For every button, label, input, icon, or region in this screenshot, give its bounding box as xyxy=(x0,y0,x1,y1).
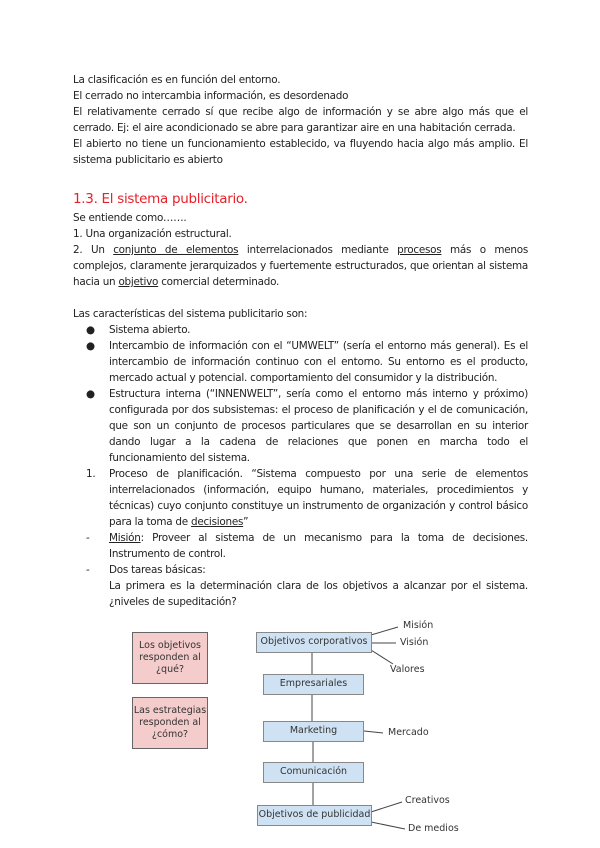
underlined-text: procesos xyxy=(397,244,442,256)
text: : Proveer al sistema de un mecanismo para la toma de decisiones. Instrumento de control. xyxy=(109,532,528,560)
diagram-box-communication: Comunicación xyxy=(263,762,364,783)
paragraph: La clasificación es en función del entorno. xyxy=(73,74,281,86)
paragraph: Se entiende como……. xyxy=(73,212,187,224)
diagram-label: Misión xyxy=(403,620,434,631)
paragraph xyxy=(73,242,528,290)
connector-line xyxy=(371,650,393,664)
text: Estructura interna (“INNENWELT”, sería como el entorno más interno y próximo) configurada por dos subsistemas: el proceso de planificación y el de comunicación, que son un conjunto de procesos particulares que se desarrollan en su interior dando lugar a la cadena de relaciones que ponen en marcha todo el funcionamiento del sistema. xyxy=(109,388,528,464)
list-marker: 1. xyxy=(86,468,96,480)
diagram-box-corporate: Objetivos corporativos xyxy=(256,632,372,653)
text: La primera es la determinación clara de los objetivos a alcanzar por el sistema. ¿niveles de supeditación? xyxy=(109,580,528,608)
bullet-icon: ● xyxy=(86,324,95,336)
underlined-text: conjunto de elementos xyxy=(113,244,239,256)
pink-note-box: Las estrategias responden al ¿cómo? xyxy=(132,697,208,749)
connector-line xyxy=(371,822,405,829)
diagram-label: Creativos xyxy=(405,795,450,806)
text: Intercambio de información con el “UMWELT” (sería el entorno más general). Es el intercambio de información continuo con el entorno. Su entorno es el producto, mercado actual y potencial. comportamiento del consumidor y la distribución. xyxy=(109,340,528,384)
diagram-label: Visión xyxy=(400,637,429,648)
bullet-item xyxy=(73,338,528,386)
text: interrelacionados mediante xyxy=(238,244,398,256)
bullet-item xyxy=(73,322,528,338)
text: ” xyxy=(243,516,249,528)
text: comercial determinado. xyxy=(158,276,280,288)
diagram-box-advertising: Objetivos de publicidad xyxy=(257,805,372,826)
text: 2. Un xyxy=(73,244,114,256)
text: más o menos complejos, claramente jerarquizados y fuertemente estructurados, que orientan al sistema hacia un xyxy=(73,244,528,288)
paragraph: El relativamente cerrado sí que recibe algo de información y se abre algo más que el cerrado. Ej: el aire acondicionado se abre para garantizar aire en una habitación cerrada. xyxy=(73,106,528,134)
paragraph: Las características del sistema publicitario son: xyxy=(73,308,308,320)
paragraph: 1. Una organización estructural. xyxy=(73,228,232,240)
paragraph: El cerrado no intercambia información, es desordenado xyxy=(73,90,349,102)
underlined-text: Misión xyxy=(109,532,141,544)
bullet-icon: ● xyxy=(86,340,95,352)
numbered-item xyxy=(73,466,528,530)
pink-note-box: Los objetivos responden al ¿qué? xyxy=(132,632,208,684)
text: Proceso de planificación. “Sistema compuesto por una serie de elementos interrelacionados (información, equipo humano, materiales, procedimientos y técnicas) cuyo conjunto constituye un instrumento de organización y control básico para la toma de xyxy=(109,468,528,528)
connector-line xyxy=(371,627,398,635)
section-heading: 1.3. El sistema publicitario. xyxy=(73,191,248,207)
dash-item xyxy=(73,530,528,562)
list-marker: - xyxy=(86,532,90,544)
connector-line xyxy=(364,731,383,733)
list-marker: - xyxy=(86,564,90,576)
document-body xyxy=(73,72,528,610)
text: Sistema abierto. xyxy=(109,324,191,336)
diagram-label: Valores xyxy=(390,664,425,675)
bullet-item xyxy=(73,386,528,466)
underlined-text: decisiones xyxy=(190,516,244,528)
diagram-box-business: Empresariales xyxy=(263,674,364,695)
bullet-icon: ● xyxy=(86,388,95,400)
text: Dos tareas básicas: xyxy=(109,564,206,576)
connector-line xyxy=(371,802,402,812)
diagram-label: De medios xyxy=(408,823,459,834)
paragraph: El abierto no tiene un funcionamiento establecido, va fluyendo hacia algo más amplio. El sistema publicitario es abierto xyxy=(73,138,528,166)
underlined-text: objetivo xyxy=(118,276,159,288)
diagram-label: Mercado xyxy=(388,727,429,738)
diagram-box-marketing: Marketing xyxy=(263,721,364,742)
dash-item xyxy=(73,562,528,610)
